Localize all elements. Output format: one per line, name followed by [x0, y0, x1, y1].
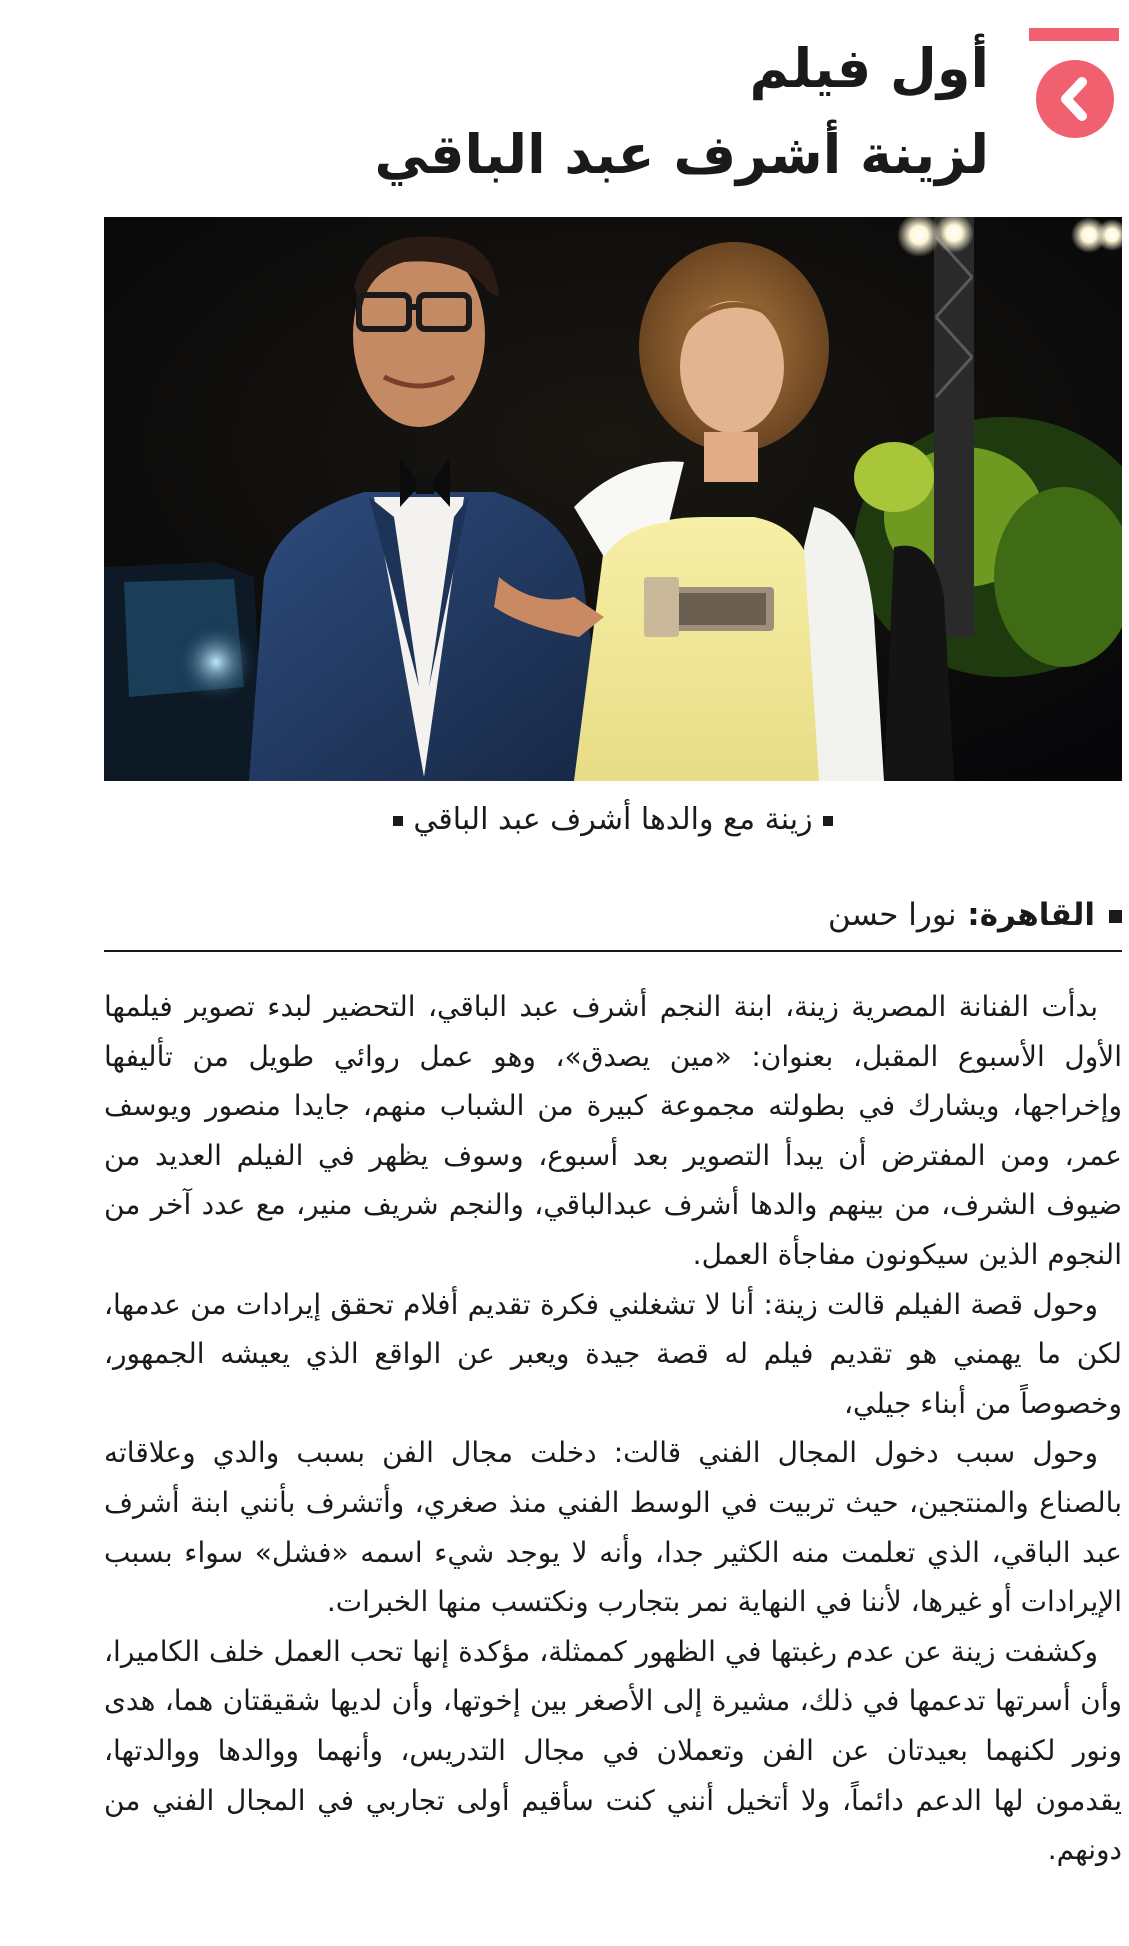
article-paragraph: بدأت الفنانة المصرية زينة، ابنة النجم أشرف عبد الباقي، التحضير لبدء تصوير فيلمها الأول الأسبوع المقبل، بعنوان: «مين يصدق»، وهو عمل روائي طويل من تأليفها وإخراجها، ويشارك في بطولته مجموعة كبيرة من الشباب منهم، جايدا منصور ويوسف عمر، ومن المفترض أن يبدأ التصوير بعد أسبوع، وسوف يظهر في الفيلم العديد من ضيوف الشرف، من بينهم والدها أشرف عبدالباقي، والنجم شريف منير، مع عدد آخر من النجوم الذين سيكونون مفاجأة العمل. [104, 990, 1122, 1271]
caption-text: زينة مع والدها أشرف عبد الباقي [413, 802, 813, 837]
bullet-square-icon [393, 816, 403, 826]
article-header [109, 20, 1119, 190]
title-line-2: لزينة أشرف عبد الباقي [374, 123, 989, 186]
photo-caption [104, 796, 1122, 844]
article-title [289, 26, 989, 198]
chevron-left-icon[interactable] [1036, 60, 1114, 138]
accent-bar [1029, 28, 1119, 41]
byline-location: القاهرة: [967, 897, 1095, 933]
title-line-1: أول فيلم [749, 37, 989, 100]
bullet-square-icon [1109, 910, 1122, 923]
article-paragraph: وكشفت زينة عن عدم رغبتها في الظهور كممثلة، مؤكدة إنها تحب العمل خلف الكاميرا، وأن أسرتها تدعمها في ذلك، مشيرة إلى الأصغر بين إخوتها، وأن لديها شقيقتان هما، هدى ونور لكنهما بعيدتان عن الفن وتعملان في مجال التدريس، وأنهما ووالدها ووالدتها، يقدمون لها الدعم دائماً، ولا أتخيل أنني كنت سأقيم أولى تجاربي في المجال الفني من دونهم. [104, 1634, 1122, 1867]
byline [104, 890, 1122, 940]
article-paragraph: وحول سبب دخول المجال الفني قالت: دخلت مجال الفن بسبب والدي وعلاقاته بالصناع والمنتجين، حيث تربيت في الوسط الفني منذ صغري، وأتشرف بأنني ابنة أشرف عبد الباقي، الذي تعلمت منه الكثير جدا، وأنه لا يوجد شيء اسمه «فشل» سواء بسبب الإيرادات أو غيرها، لأننا في النهاية نمر بتجارب ونكتسب منها الخبرات. [104, 1436, 1122, 1619]
bullet-square-icon [823, 816, 833, 826]
article-photo [104, 217, 1122, 781]
article-paragraph: وحول قصة الفيلم قالت زينة: أنا لا تشغلني فكرة تقديم أفلام تحقق إيرادات من عدمها، لكن ما يهمني هو تقديم فيلم له قصة جيدة ويعبر عن الواقع الذي يعيشه الجمهور، وخصوصاً من أبناء جيلي، [104, 1287, 1122, 1420]
divider [104, 950, 1122, 952]
article-body [104, 982, 1122, 1946]
byline-author: نورا حسن [828, 897, 957, 933]
